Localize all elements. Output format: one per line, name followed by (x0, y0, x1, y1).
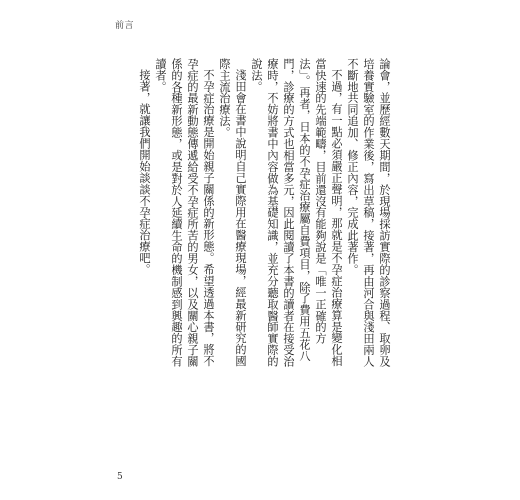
paragraph-4: 不孕症治療是開始親子關係的新形態。希望透過本書，將不孕症的最新動態傳遞給受不孕症所苦的男女，以及關心親子關係的各種新形態，或是對於人延續生命的機制感到興趣的所有讀者。 (154, 58, 215, 368)
running-header: 前言 (115, 21, 135, 31)
paragraph-1: 論會，並歷經數天期間，於現場採訪實際的診察過程、取卵及培養實驗室的作業後，寫出草稿，接著，再由河合與淺田兩人不斷地共同追加、修正內容，完成此著作。 (346, 58, 391, 368)
paragraph-3: 淺田會在書中說明自己實際用在醫療現場，經最新研究的國際主流治療法。 (218, 58, 247, 367)
page-number: 5 (117, 472, 123, 482)
paragraph-5: 接著，就讓我們開始談談不孕症治療吧。 (138, 69, 151, 276)
body-text (136, 58, 392, 368)
paragraph-2: 不過，有一點必須嚴正聲明，那就是不孕症治療算是變化相當快速的先端範疇，目前還沒有能夠說是「唯一正確的方法」。再者，日本的不孕症治療屬自費項目，除了費用五花八門，診療的方式也相當多元，因此閱讀了本書的讀者在接受治療時，不妨將書中內容做為基礎知識，並充分聽取醫師實際的說法。 (250, 58, 343, 368)
